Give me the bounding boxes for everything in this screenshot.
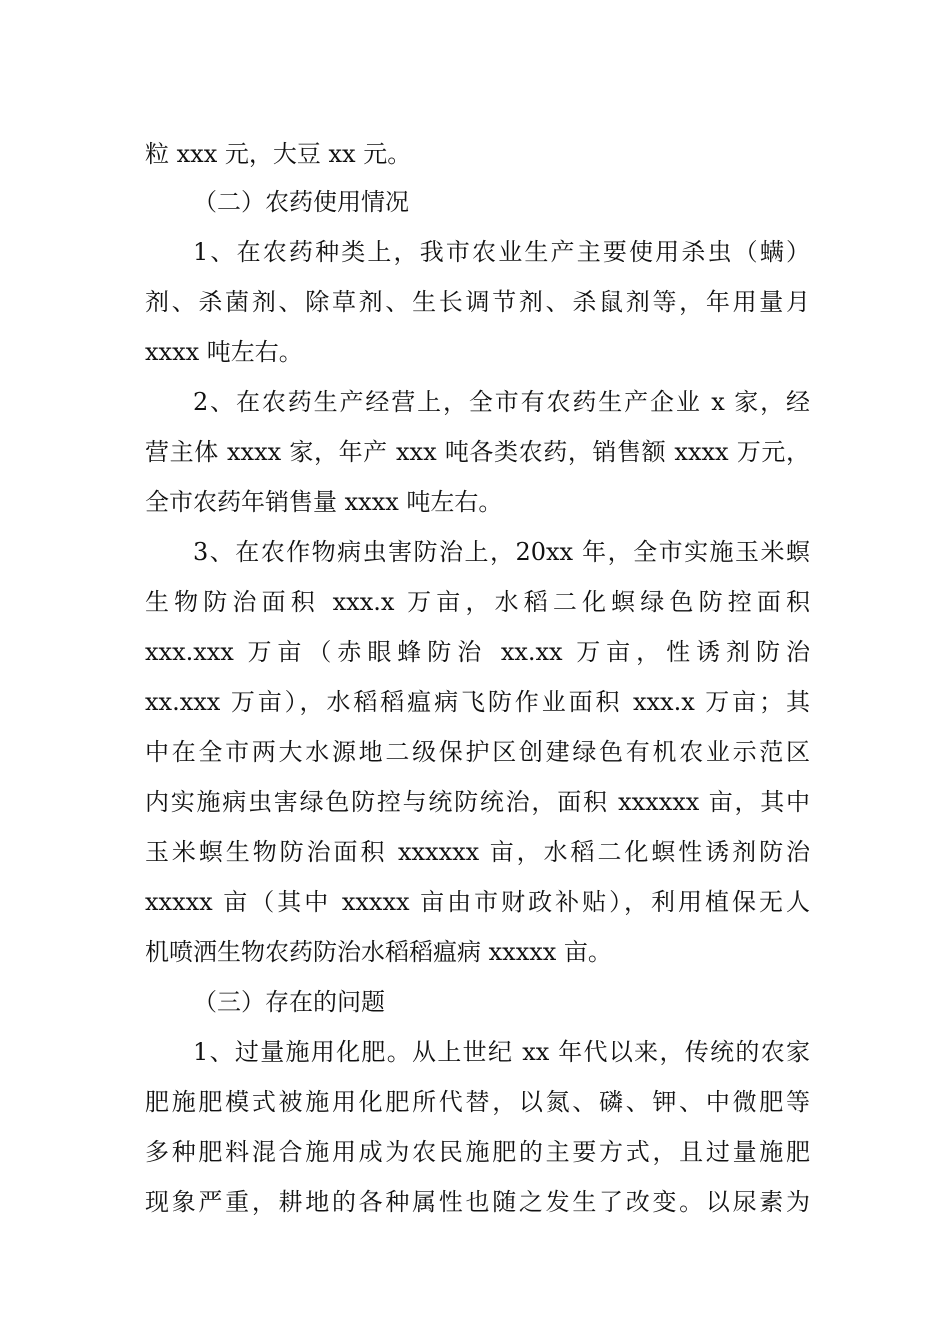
text-line: 全市农药年销售量 xxxx 吨左右。 xyxy=(145,488,503,516)
text-line: 机喷洒生物农药防治水稻稻瘟病 xxxxx 亩。 xyxy=(145,938,612,966)
section-heading: （三）存在的问题 xyxy=(193,988,385,1016)
text-line: 3、在农作物病虫害防治上，20xx 年，全市实施玉米螟 xyxy=(193,538,810,566)
text-line: 剂、杀菌剂、除草剂、生长调节剂、杀鼠剂等，年用量月 xyxy=(145,288,810,316)
text-line: 粒 xxx 元，大豆 xx 元。 xyxy=(145,140,412,168)
text-line: 1、过量施用化肥。从上世纪 xx 年代以来，传统的农家 xyxy=(193,1038,810,1066)
text-line: 营主体 xxxx 家，年产 xxx 吨各类农药，销售额 xxxx 万元， xyxy=(145,438,810,466)
text-line: 多种肥料混合施用成为农民施肥的主要方式，且过量施肥 xyxy=(145,1138,810,1166)
section-heading: （二）农药使用情况 xyxy=(193,188,409,216)
text-line: xxxx 吨左右。 xyxy=(145,338,303,366)
text-line: 2、在农药生产经营上，全市有农药生产企业 x 家，经 xyxy=(193,388,810,416)
text-line: 玉米螟生物防治面积 xxxxxx 亩，水稻二化螟性诱剂防治 xyxy=(145,838,810,866)
text-line: 生物防治面积 xxx.x 万亩，水稻二化螟绿色防控面积 xyxy=(145,588,810,616)
text-line: 现象严重，耕地的各种属性也随之发生了改变。以尿素为 xyxy=(145,1188,810,1216)
text-line: xxx.xxx 万亩（赤眼蜂防治 xx.xx 万亩，性诱剂防治 xyxy=(145,638,810,666)
text-line: 内实施病虫害绿色防控与统防统治，面积 xxxxxx 亩，其中 xyxy=(145,788,810,816)
text-line: xx.xxx 万亩），水稻稻瘟病飞防作业面积 xxx.x 万亩；其 xyxy=(145,688,810,716)
text-line: 肥施肥模式被施用化肥所代替，以氮、磷、钾、中微肥等 xyxy=(145,1088,810,1116)
text-line: xxxxx 亩（其中 xxxxx 亩由市财政补贴），利用植保无人 xyxy=(145,888,810,916)
text-line: 中在全市两大水源地二级保护区创建绿色有机农业示范区 xyxy=(145,738,810,766)
text-line: 1、在农药种类上，我市农业生产主要使用杀虫（螨） xyxy=(193,238,810,266)
